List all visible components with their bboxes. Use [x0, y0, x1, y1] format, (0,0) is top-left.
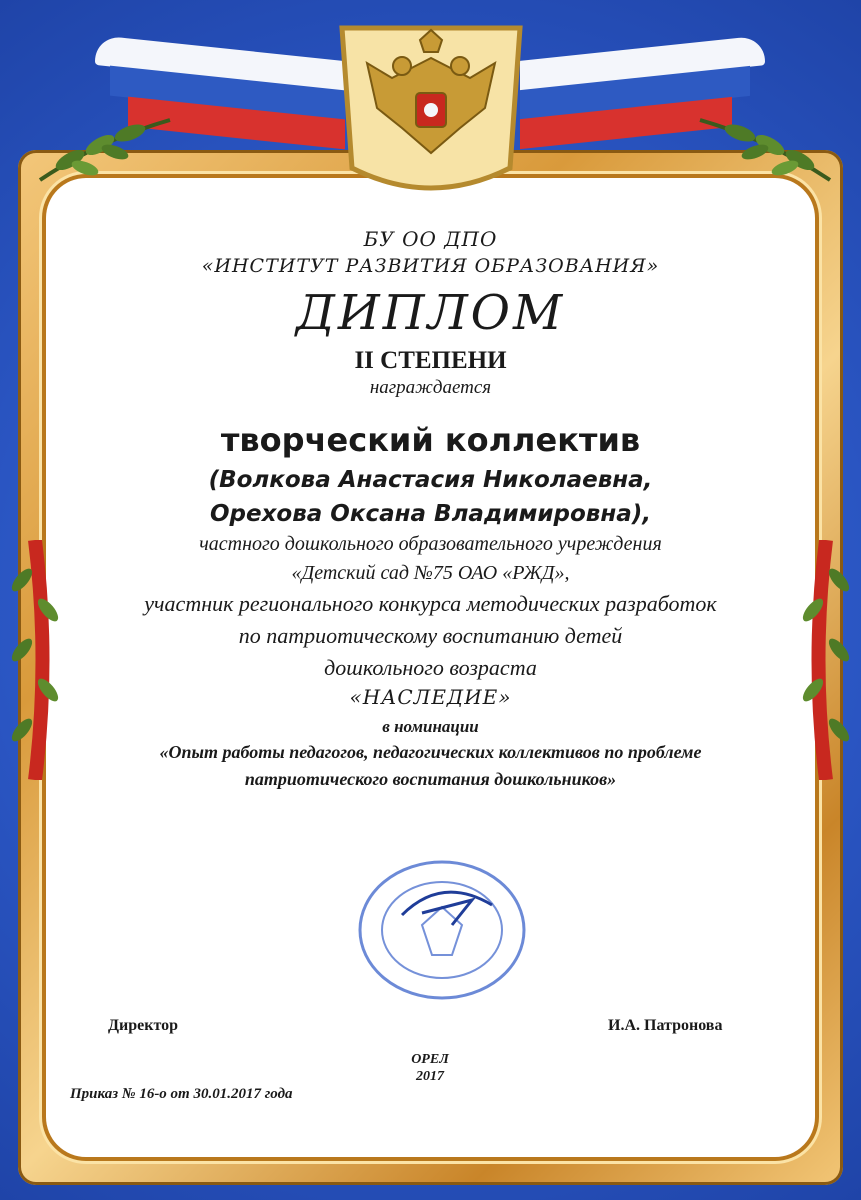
double-headed-eagle-icon [332, 18, 530, 208]
director-label: Директор [108, 1017, 178, 1034]
contest-line-3: дошкольного возраста [324, 655, 537, 680]
member-1: (Волкова Анастасия Николаевна, [208, 467, 653, 493]
institution-line-2: «Детский сад №75 ОАО «РЖД», [291, 562, 570, 584]
laurel-branch-icon [791, 540, 861, 780]
nomination-line-2: патриотического воспитания дошкольников» [244, 768, 617, 789]
contest-name: «НАСЛЕДИЕ» [349, 685, 512, 709]
contest-line-2: по патриотическому воспитанию детей [238, 623, 623, 648]
round-seal-icon [352, 855, 532, 1005]
contest-line-1: участник регионального конкурса методических разработок [144, 591, 717, 616]
diploma-title: ДИПЛОМ [295, 285, 566, 341]
degree: II СТЕПЕНИ [354, 347, 507, 374]
nomination-line-1: «Опыт работы педагогов, педагогических коллективов по проблеме [159, 742, 702, 762]
awarded-label: награждается [369, 377, 492, 398]
signer-name: И.А. Патронова [608, 1017, 723, 1034]
organization-line-2: «ИНСТИТУТ РАЗВИТИЯ ОБРАЗОВАНИЯ» [201, 255, 660, 277]
laurel-branch-icon [690, 100, 840, 190]
diploma-content [70, 215, 791, 790]
member-2: Орехова Оксана Владимировна), [209, 501, 652, 527]
order-reference: Приказ № 16-о от 30.01.2017 года [70, 1086, 293, 1102]
recipient: творческий коллектив [220, 421, 641, 459]
institution-line-1: частного дошкольного образовательного учреждения [199, 533, 662, 555]
year: 2017 [416, 1068, 444, 1084]
city-year [380, 1052, 480, 1086]
laurel-branch-icon [0, 540, 70, 780]
laurel-branch-icon [30, 100, 180, 190]
organization-line-1: БУ ОО ДПО [363, 227, 498, 251]
city: ОРЕЛ [411, 1052, 449, 1067]
nomination-label: в номинации [382, 717, 479, 736]
